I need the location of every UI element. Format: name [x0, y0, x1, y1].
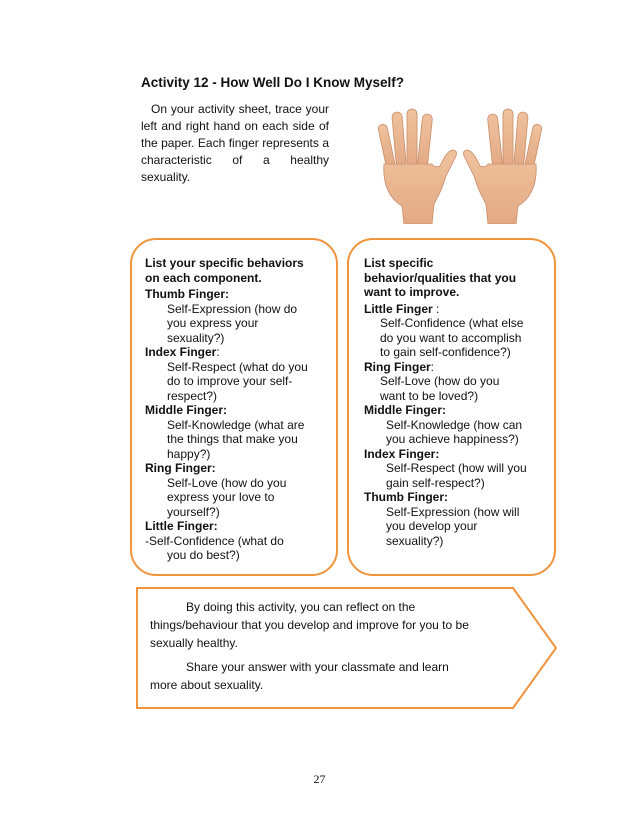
right-thumb-label: Thumb Finger: [364, 490, 448, 504]
left-index-label: Index Finger: [145, 345, 220, 359]
left-thumb-text: Self-Expression (how do you express your sexuality?) [167, 301, 298, 345]
left-list-content [145, 256, 325, 563]
hands-image [360, 106, 560, 224]
right-little-text: Self-Confidence (what else do you want to accomplish to gain self-confidence?) [380, 316, 524, 359]
left-little-text: -Self-Confidence (what do you do best?) [145, 533, 284, 562]
left-hand [378, 109, 457, 224]
page-number: 27 [313, 772, 326, 786]
right-ring-label: Ring Finger: [364, 359, 435, 374]
right-index-label: Index Finger: [364, 446, 440, 461]
right-hand [464, 109, 543, 224]
left-index-text: Self-Respect (what do you do to improve your self- respect?) [167, 359, 308, 403]
left-ring-text: Self-Love (how do you express your love to yourself?) [167, 475, 287, 519]
right-index-text: Self-Respect (how will you gain self-respect?) [386, 461, 527, 490]
activity-title: Activity 12 - How Well Do I Know Myself? [141, 75, 405, 90]
reflection-p1-l3: sexually healthy. [150, 636, 238, 650]
right-heading: List specific behavior/qualities that you want to improve. [364, 256, 517, 299]
reflection-p2-l1: Share your answer with your classmate and learn [186, 660, 449, 674]
left-little-label: Little Finger: [145, 519, 218, 533]
right-thumb-text: Self-Expression (how will you develop your sexuality?) [386, 504, 520, 548]
left-thumb-label: Thumb Finger: [145, 287, 229, 301]
reflection-p1-l2: things/behaviour that you develop and improve for you to be [150, 618, 469, 632]
right-list-content [364, 256, 544, 548]
left-heading: List your specific behaviors on each component. [145, 256, 304, 285]
left-middle-label: Middle Finger: [145, 403, 227, 417]
right-little-label: Little Finger : [364, 301, 440, 316]
right-middle-label: Middle Finger: [364, 403, 446, 417]
left-ring-label: Ring Finger: [145, 461, 216, 475]
right-ring-text: Self-Love (how do you want to be loved?) [380, 374, 500, 403]
intro-paragraph: On your activity sheet, trace your left and right hand on each side of the paper. Each finger represents a characteristic of a healthy sexuality. [141, 102, 329, 184]
left-middle-text: Self-Knowledge (what are the things that make you happy?) [167, 417, 305, 461]
right-middle-text: Self-Knowledge (how can you achieve happiness?) [386, 417, 523, 446]
reflection-text [150, 598, 530, 694]
reflection-p2-l2: more about sexuality. [150, 678, 264, 692]
reflection-p1-l1: By doing this activity, you can reflect on the [186, 600, 416, 614]
